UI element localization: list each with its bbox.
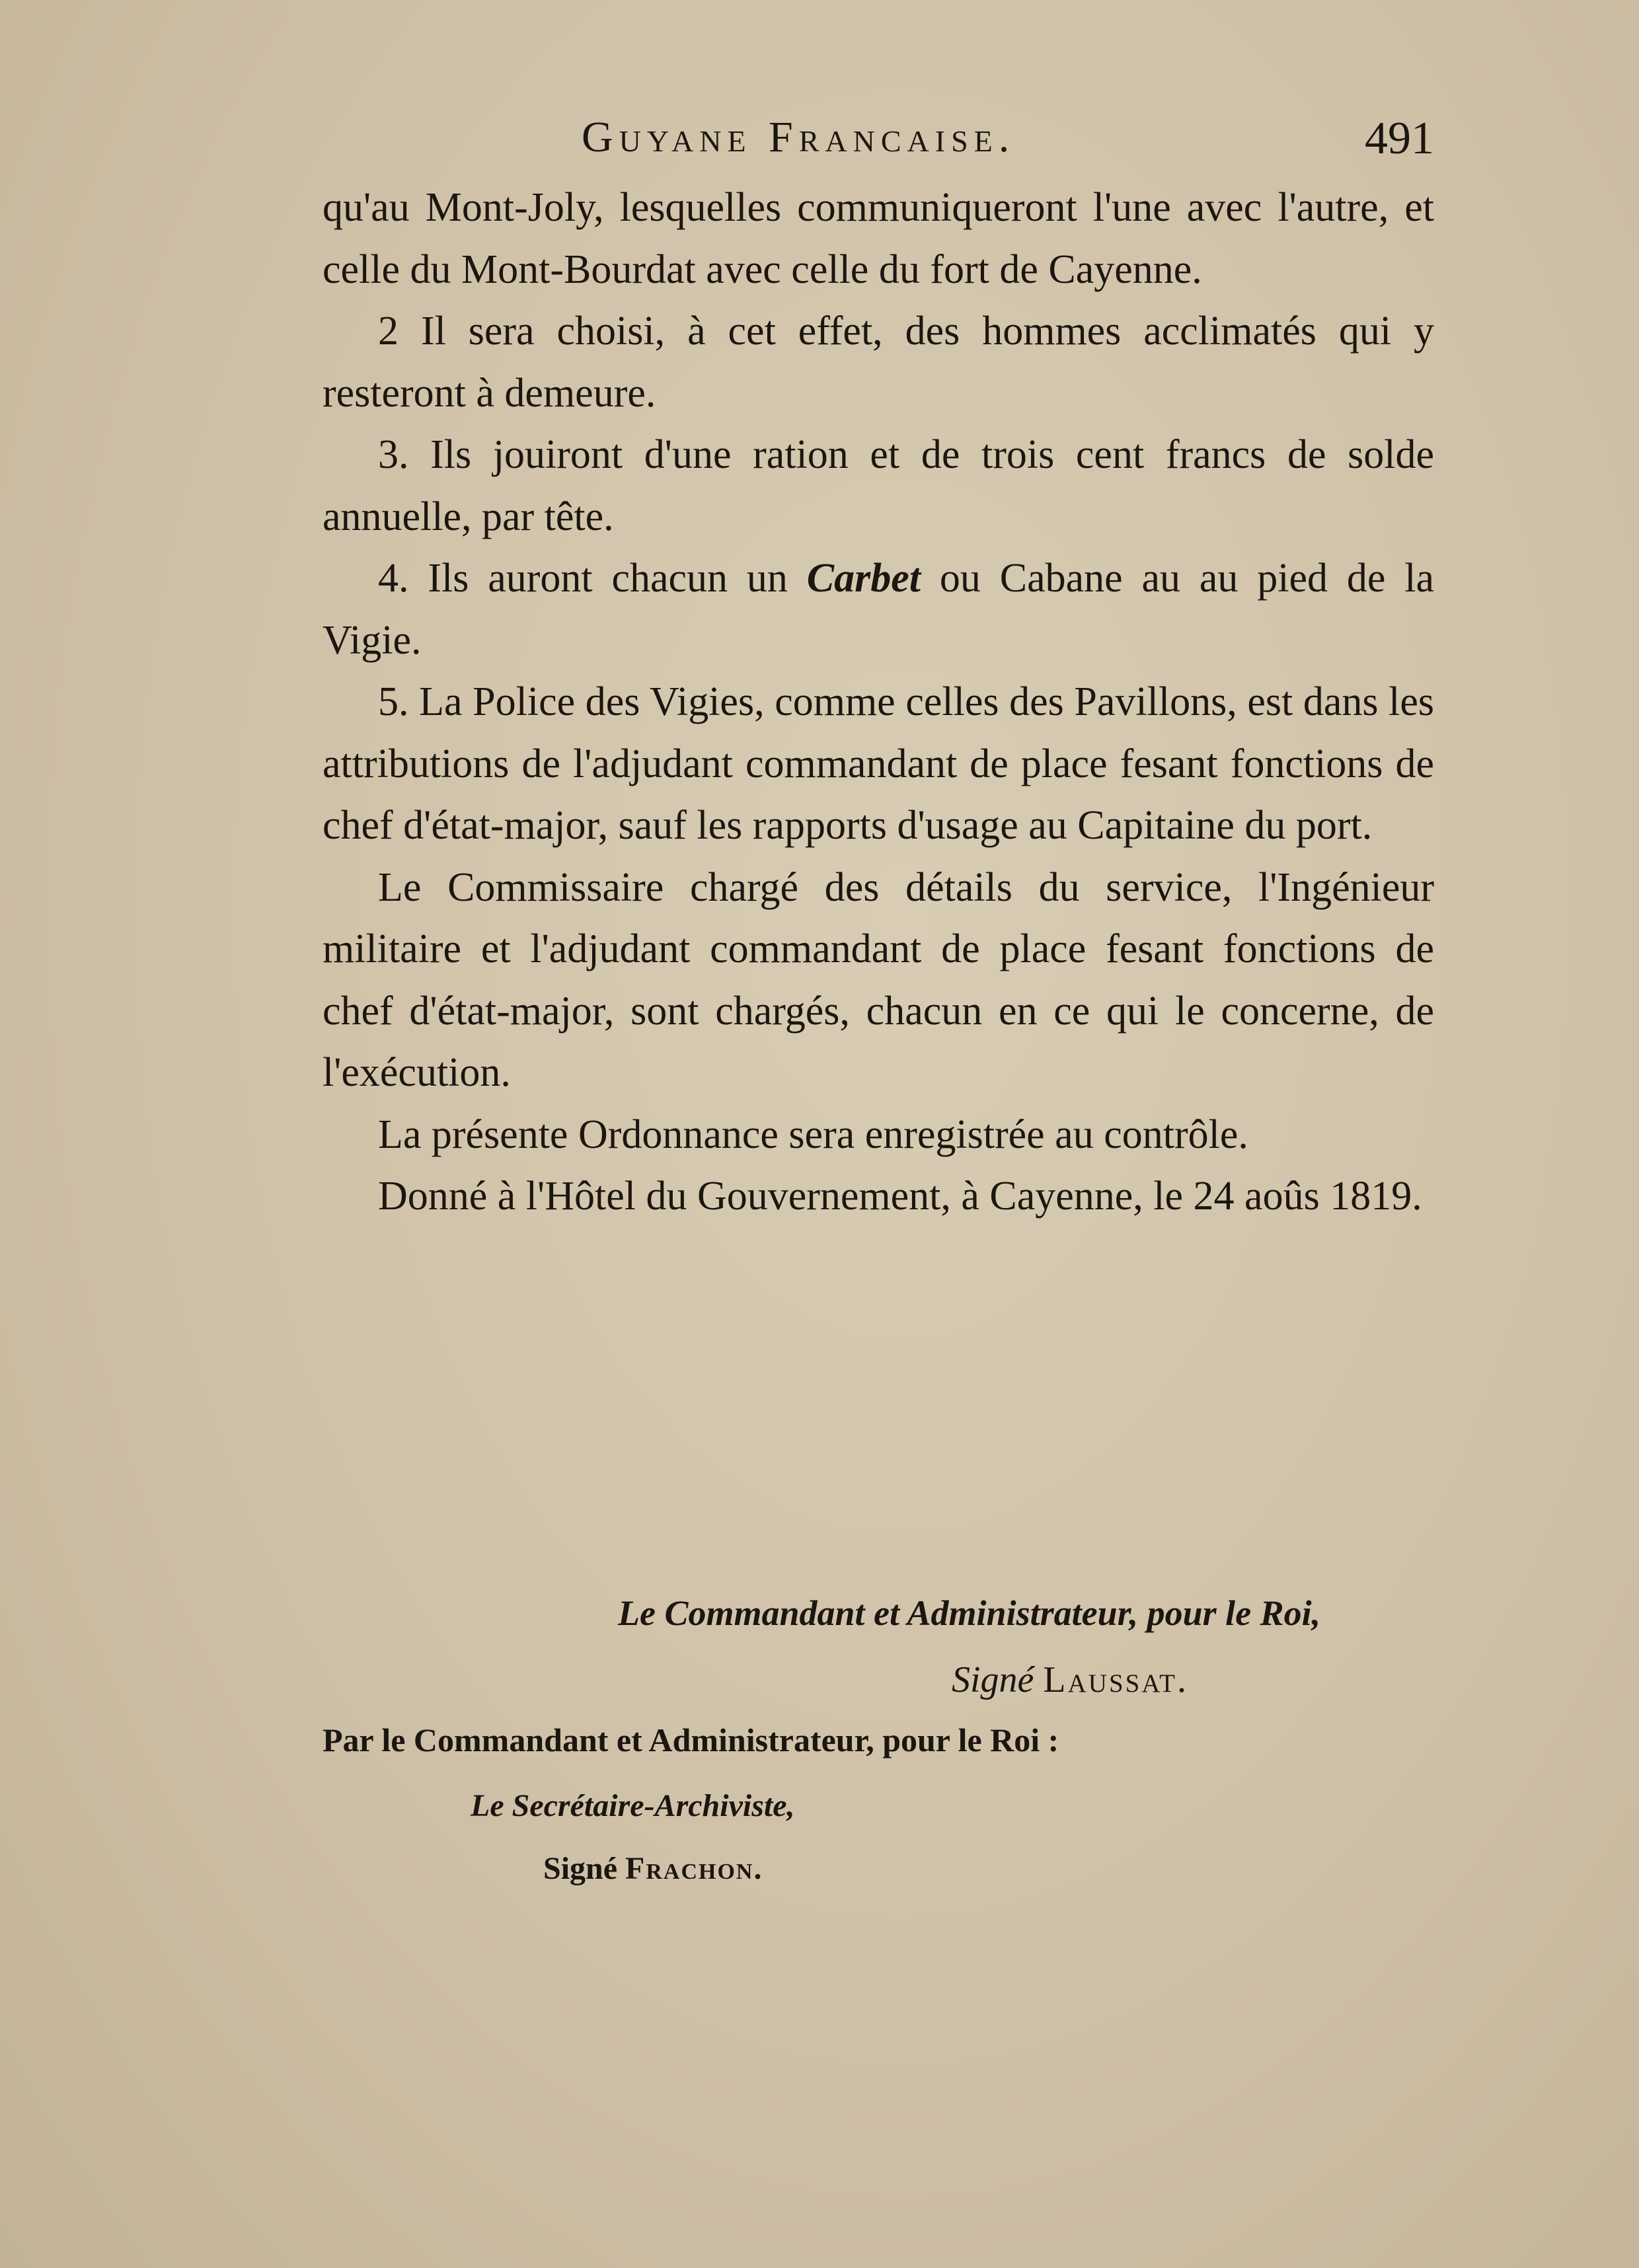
signature-title-secretary: Le Secrétaire-Archiviste, — [471, 1788, 795, 1823]
signature-title-commander: Le Commandant et Administrateur, pour le Roi, — [618, 1593, 1321, 1633]
signature-by-order: Par le Commandant et Administrateur, pour le Roi : — [323, 1721, 1059, 1758]
paragraph-continuation: qu'au Mont-Joly, lesquelles communiqueront l'une avec l'autre, et celle du Mont-Bourdat avec celle du fort de Cayenne. — [323, 185, 1434, 292]
article-4-emphasis: Carbet — [806, 556, 921, 601]
paragraph-registration: La présente Ordonnance sera enregistrée au contrôle. — [378, 1112, 1248, 1157]
article-4-text-after: ou Cabane au au pied de la Vigie. — [323, 556, 1434, 663]
signatory-name: Laussat. — [1043, 1659, 1189, 1700]
page-number: 491 — [1365, 113, 1434, 164]
article-5: 5. La Police des Vigies, comme celles des Pavillons, est dans les attributions de l'adjudant commandant de place fesant fonctions de chef d'état-major, sauf les rapports d'usage au Capitaine du port. — [323, 679, 1434, 848]
article-4 — [323, 548, 1434, 671]
signed-label: Signé — [952, 1659, 1034, 1700]
secretary-name: Frachon. — [625, 1851, 763, 1886]
paragraph-execution: Le Commissaire chargé des détails du service, l'Ingénieur militaire et l'adjudant commandant de place fesant fonctions de chef d'état-major, sont chargés, chacun en ce qui le concerne, de l'exécution. — [323, 864, 1434, 1095]
article-4-text-before: 4. Ils auront chacun un — [378, 556, 807, 601]
running-title: Guyane Francaise. — [582, 113, 1016, 161]
article-2: 2 Il sera choisi, à cet effet, des hommes acclimatés qui y resteront à demeure. — [323, 309, 1434, 416]
signature-frachon — [543, 1850, 763, 1887]
signed-label-secretary: Signé — [543, 1851, 618, 1886]
signature-laussat — [952, 1659, 1188, 1701]
page-header — [582, 112, 1434, 172]
article-3: 3. Ils jouiront d'une ration et de trois cent francs de solde annuelle, par tête. — [323, 432, 1434, 539]
paragraph-given-at: Donné à l'Hôtel du Gouvernement, à Cayenne, le 24 aoûs 1819. — [378, 1174, 1422, 1219]
text-body — [323, 177, 1434, 1228]
